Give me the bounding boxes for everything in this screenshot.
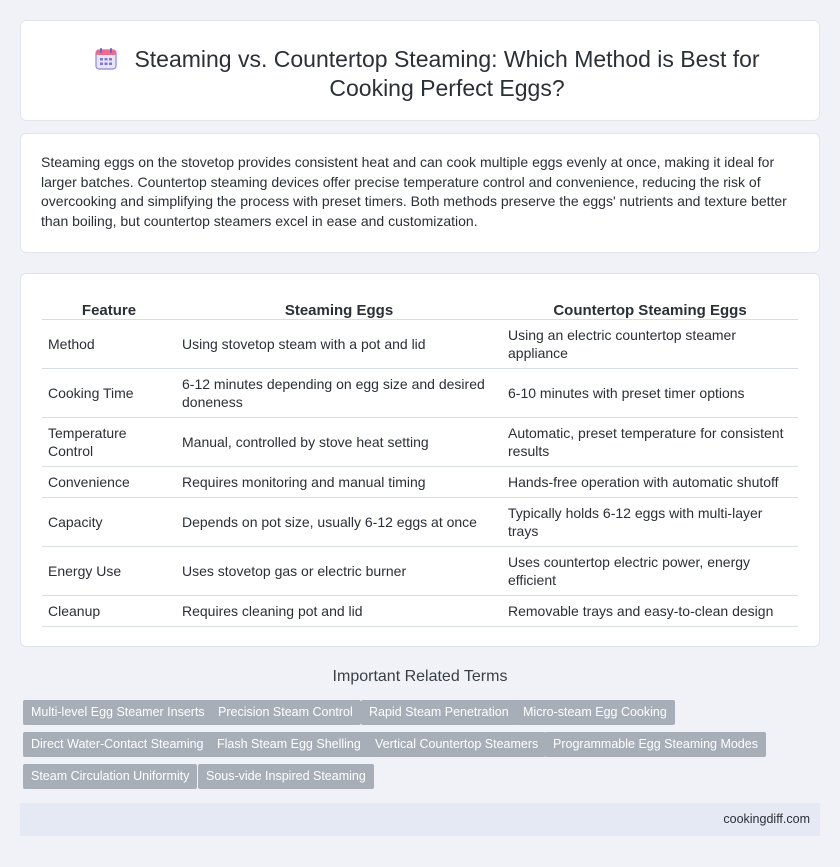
table-row (42, 595, 798, 626)
row-feature: Capacity (42, 497, 176, 546)
row-steaming: Using stovetop steam with a pot and lid (176, 319, 502, 368)
table-row (42, 466, 798, 497)
table-row (42, 546, 798, 595)
row-steaming: Depends on pot size, usually 6-12 eggs at once (176, 497, 502, 546)
footer-site-link[interactable]: cookingdiff.com (723, 812, 810, 826)
row-feature: Temperature Control (42, 417, 176, 466)
header-feature: Feature (42, 297, 176, 319)
header-steaming: Steaming Eggs (176, 297, 502, 319)
comparison-table (42, 297, 798, 627)
related-tag[interactable]: Programmable Egg Steaming Modes (545, 732, 766, 757)
row-feature: Convenience (42, 466, 176, 497)
related-tag[interactable]: Multi-level Egg Steamer Inserts (23, 700, 213, 725)
row-countertop: Automatic, preset temperature for consistent results (502, 417, 798, 466)
related-terms-title: Important Related Terms (332, 668, 508, 685)
related-tag[interactable]: Direct Water-Contact Steaming (23, 732, 212, 757)
intro-paragraph: Steaming eggs on the stovetop provides consistent heat and can cook multiple eggs evenly at once, making it ideal for larger batches. Countertop steaming devices offer precise temperature control and convenience, reducing the risk of overcooking and simplifying the process with preset timers. Both methods preserve the eggs' nutrients and texture better than boiling, but countertop steamers excel in ease and customization. (41, 154, 787, 229)
row-countertop: Using an electric countertop steamer appliance (502, 319, 798, 368)
row-countertop: Typically holds 6-12 eggs with multi-layer trays (502, 497, 798, 546)
row-feature: Energy Use (42, 546, 176, 595)
row-steaming: Uses stovetop gas or electric burner (176, 546, 502, 595)
calendar-icon (93, 46, 119, 72)
header-countertop: Countertop Steaming Eggs (502, 297, 798, 319)
row-countertop: 6-10 minutes with preset timer options (502, 368, 798, 417)
related-tag[interactable]: Steam Circulation Uniformity (23, 764, 197, 789)
row-feature: Cleanup (42, 595, 176, 626)
row-feature: Method (42, 319, 176, 368)
related-tag[interactable]: Micro-steam Egg Cooking (515, 700, 675, 725)
row-countertop: Uses countertop electric power, energy efficient (502, 546, 798, 595)
related-tag[interactable]: Rapid Steam Penetration (361, 700, 517, 725)
related-tag[interactable]: Precision Steam Control (210, 700, 361, 725)
title-card (20, 20, 820, 121)
page-title: Steaming vs. Countertop Steaming: Which Method is Best for Cooking Perfect Eggs? (134, 46, 760, 101)
table-row (42, 319, 798, 368)
table-row (42, 497, 798, 546)
row-steaming: Requires cleaning pot and lid (176, 595, 502, 626)
related-tag[interactable]: Sous-vide Inspired Steaming (198, 764, 374, 789)
row-feature: Cooking Time (42, 368, 176, 417)
related-tag[interactable]: Vertical Countertop Steamers (367, 732, 546, 757)
row-countertop: Hands-free operation with automatic shutoff (502, 466, 798, 497)
table-row (42, 368, 798, 417)
table-header-row (42, 297, 798, 319)
row-steaming: Manual, controlled by stove heat setting (176, 417, 502, 466)
intro-card (20, 133, 820, 253)
related-tag[interactable]: Flash Steam Egg Shelling (209, 732, 369, 757)
row-countertop: Removable trays and easy-to-clean design (502, 595, 798, 626)
row-steaming: 6-12 minutes depending on egg size and desired doneness (176, 368, 502, 417)
footer (20, 803, 820, 836)
comparison-card (20, 273, 820, 647)
table-row (42, 417, 798, 466)
row-steaming: Requires monitoring and manual timing (176, 466, 502, 497)
